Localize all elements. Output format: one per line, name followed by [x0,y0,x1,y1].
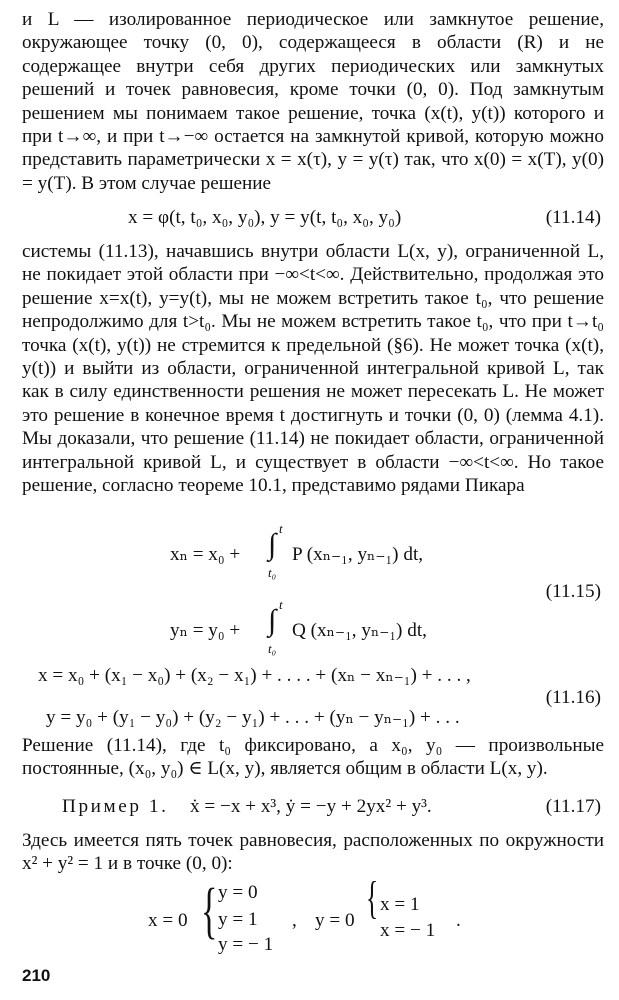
paragraph-closed-solution: и L — изолированное периодическое или замкнутое решение, окружающее точку (0, 0), содержащееся в области (R) и не содержащее внутри себя других периодических или замкнутых решений и точек равновесия, кроме точки (0, 0). Под замкнутым решением мы понимаем такое решение, точка (x(t), y(t)) которого и при t→∞, и при t→−∞ остается на замкнутой кривой, которую можно представить параметрически x = x(τ), y = y(τ) так, что x(0) = x(T), y(0) = y(T). В этом случае решение [22,9,604,194]
integral-upper-limit-x: t [279,521,283,536]
example-label: Пример 1. [62,796,169,817]
picard-x-left: xₙ = x₀ + [170,544,241,565]
series-y: y = y₀ + (y₁ − y₀) + (y₂ − y₁) + . . . + (yₙ − yₙ₋₁) + . . . [46,707,460,728]
right-system-prefix: y = 0 [315,910,355,931]
integral-sign-x: ∫ [268,528,277,561]
picard-y-right: Q (xₙ₋₁, yₙ₋₁) dt, [292,620,427,641]
paragraph-proof: системы (11.13), начавшись внутри области L(x, y), ограниченной L, не покидает этой области при −∞<t<∞. Действительно, продолжая это решение x=x(t), y=y(t), мы не можем встретить такое t₀, что решение непродолжимо для t>t₀. Мы не можем встретить такое t₀, что при t→t₀ точка (x(t), y(t)) не стремится к предельной (§6). Не может точка (x(t), y(t)) и выйти из области, ограниченной интегральной кривой L, так как в силу единственности решения не может пересекать L. Не может это решение в конечное время t достигнуть и точки (0, 0) (лемма 4.1). Мы доказали, что решение (11.14) не покидает области, ограниченной интегральной кривой L, и существует в области −∞<t<∞. Но такое решение, согласно теореме 10.1, представимо рядами Пикара [22,241,604,497]
equation-number-11-17: (11.17) [545,796,601,817]
equation-number-11-14: (11.14) [545,207,601,228]
integral-lower-limit-y: t₀ [268,641,277,656]
page-number: 210 [22,966,51,985]
separator-comma: , [292,910,297,931]
right-case-2: x = − 1 [380,920,436,941]
series-x: x = x₀ + (x₁ − x₀) + (x₂ − x₁) + . . . . + (xₙ − xₙ₋₁) + . . . , [38,665,471,686]
right-case-1: x = 1 [380,894,420,915]
paragraph-equilibria: Здесь имеется пять точек равновесия, расположенных по окружности x² + y² = 1 и в точке (0, 0): [22,830,604,875]
left-case-3: y = − 1 [218,934,274,955]
right-brace: { [366,872,379,923]
equation-number-11-15: (11.15) [545,581,601,602]
integral-lower-limit-x: t₀ [268,565,277,580]
example-formula: ẋ = −x + x³, ẏ = −y + 2yx² + y³. [190,796,432,817]
terminator-period: . [456,910,461,931]
picard-x-right: P (xₙ₋₁, yₙ₋₁) dt, [292,544,424,565]
equation-number-11-16: (11.16) [545,687,601,708]
left-system-prefix: x = 0 [148,910,188,931]
integral-sign-y: ∫ [268,604,277,637]
left-brace: { [201,877,218,945]
integral-upper-limit-y: t [279,597,283,612]
left-case-2: y = 1 [218,909,258,930]
picard-y-left: yₙ = y₀ + [170,620,241,641]
equation-11-14: x = φ(t, t₀, x₀, y₀), y = y(t, t₀, x₀, y₀) [128,207,402,228]
paragraph-general-solution: Решение (11.14), где t₀ фиксировано, а x₀, y₀ — произвольные постоянные, (x₀, y₀) ∈ L(x, y), является общим в области L(x, y). [22,735,604,780]
left-case-1: y = 0 [218,882,258,903]
